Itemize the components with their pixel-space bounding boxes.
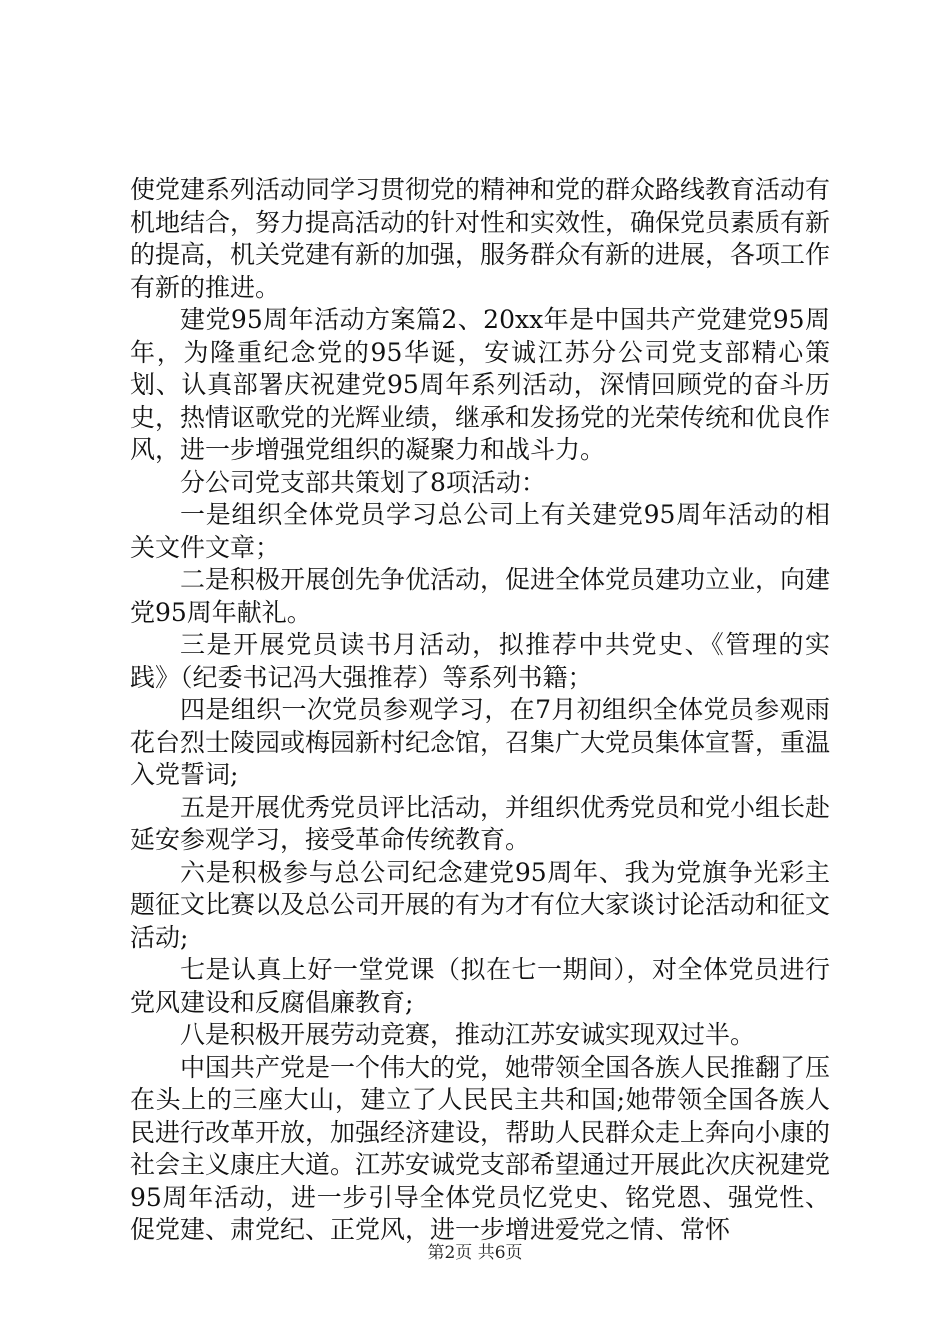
paragraph-activity-5: 五是开展优秀党员评比活动，并组织优秀党员和党小组长赴延安参观学习，接受革命传统教育。 bbox=[130, 792, 831, 854]
paragraph-activity-6: 六是积极参与总公司纪念建党95周年、我为党旗争光彩主题征文比赛以及总公司开展的有为才有位大家谈讨论活动和征文活动; bbox=[130, 857, 831, 952]
paragraph-activity-3: 三是开展党员读书月活动，拟推荐中共党史、《管理的实践》（纪委书记冯大强推荐）等系列书籍； bbox=[130, 630, 830, 692]
paragraph-activity-count: 分公司党支部共策划了8项活动： bbox=[180, 467, 546, 497]
paragraph-plan-intro: 建党95周年活动方案篇2、20xx年是中国共产党建党95周年，为隆重纪念党的95华诞，安诚江苏分公司党支部精心策划、认真部署庆祝建党95周年系列活动，深情回顾党的奋斗历史，热情讴歌党的光辉业绩，继承和发扬党的光荣传统和优良作风，进一步增强党组织的凝聚力和战斗力。 bbox=[130, 305, 831, 464]
paragraph-activity-4: 四是组织一次党员参观学习，在7月初组织全体党员参观雨花台烈士陵园或梅园新村纪念馆，召集广大党员集体宣誓，重温入党誓词; bbox=[130, 695, 831, 789]
paragraph-closing: 中国共产党是一个伟大的党，她带领全国各族人民推翻了压在头上的三座大山，建立了人民民主共和国;她带领全国各族人民进行改革开放，加强经济建设，帮助人民群众走上奔向小康的社会主义康庄大道。江苏安诚党支部希望通过开展此次庆祝建党95周年活动，进一步引导全体党员忆党史、铭党恩、强党性、促党建、肃党纪、正党风，进一步增进爱党之情、常怀 bbox=[130, 1052, 831, 1244]
paragraph-activity-7: 七是认真上好一堂党课（拟在七一期间），对全体党员进行党风建设和反腐倡廉教育; bbox=[130, 955, 830, 1017]
paragraph-activity-2: 二是积极开展创先争优活动，促进全体党员建功立业，向建党95周年献礼。 bbox=[130, 565, 831, 627]
page-footer: 第2页 共6页 bbox=[427, 1243, 523, 1263]
document-body bbox=[130, 174, 830, 1247]
paragraph-activity-1: 一是组织全体党员学习总公司上有关建党95周年活动的相关文件文章； bbox=[130, 500, 830, 562]
paragraph-continuation: 使党建系列活动同学习贯彻党的精神和党的群众路线教育活动有机地结合，努力提高活动的针对性和实效性，确保党员素质有新的提高，机关党建有新的加强，服务群众有新的进展，各项工作有新的推进。 bbox=[130, 175, 831, 302]
paragraph-activity-8: 八是积极开展劳动竞赛，推动江苏安诚实现双过半。 bbox=[180, 1020, 756, 1049]
